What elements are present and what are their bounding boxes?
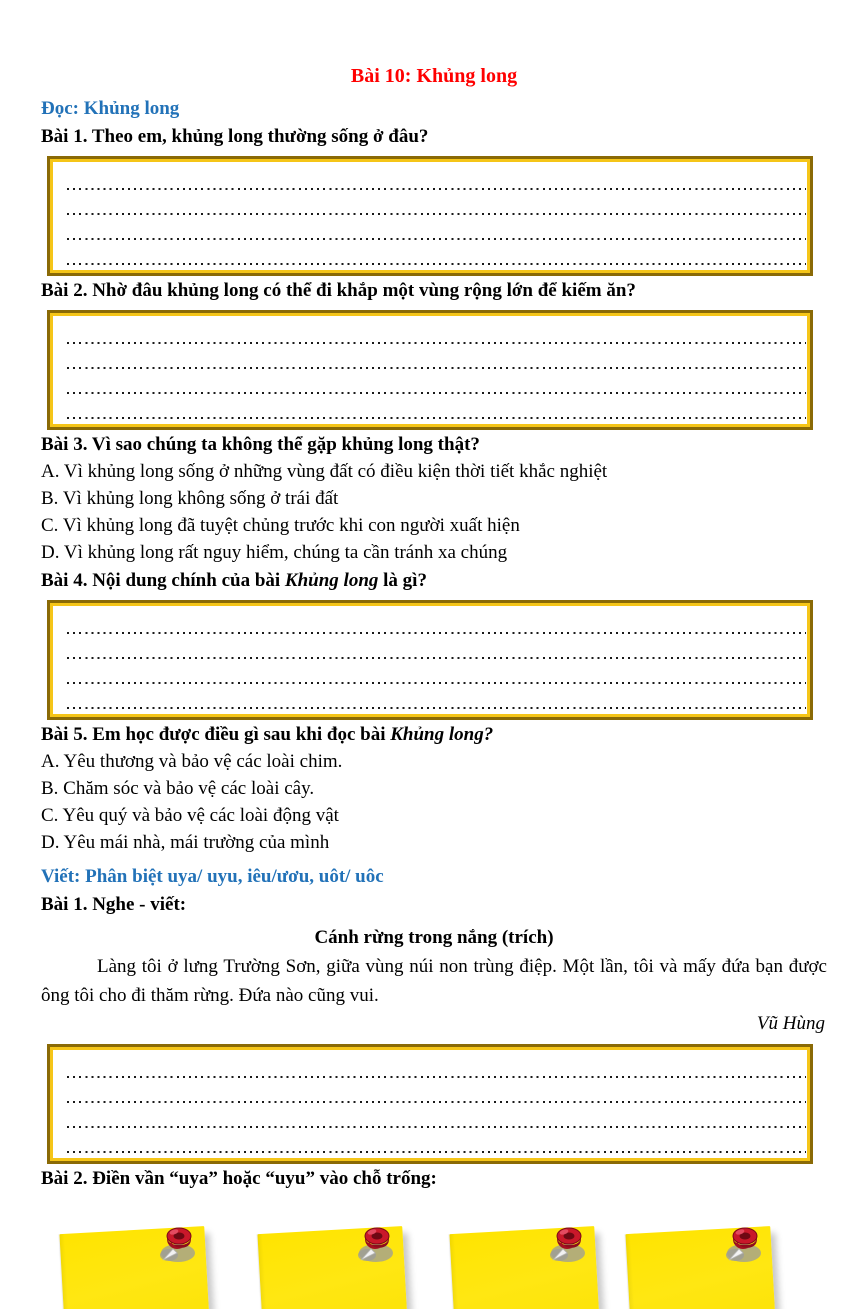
pushpin-icon bbox=[347, 1222, 399, 1272]
pushpin-icon bbox=[149, 1222, 201, 1272]
answer-box-inner bbox=[50, 159, 810, 273]
worksheet-content bbox=[41, 0, 827, 1309]
answer-line[interactable] bbox=[58, 690, 802, 715]
question-3-choice-b[interactable]: B. Vì khủng long không sống ở trái đất bbox=[41, 488, 339, 509]
sticky-note-1[interactable] bbox=[63, 1222, 215, 1309]
sticky-note-3[interactable] bbox=[453, 1222, 605, 1309]
writing-section-heading: Viết: Phân biệt uya/ uyu, iêu/ươu, uôt/ uôc bbox=[41, 866, 384, 887]
excerpt-author: Vũ Hùng bbox=[756, 1013, 825, 1034]
answer-box-question-1[interactable] bbox=[47, 156, 813, 276]
answer-box-inner bbox=[50, 313, 810, 427]
answer-box-question-4[interactable] bbox=[47, 600, 813, 720]
answer-line[interactable] bbox=[58, 1109, 802, 1134]
question-2-prompt: Bài 2. Nhờ đâu khủng long có thể đi khắp một vùng rộng lớn để kiếm ăn? bbox=[41, 280, 636, 301]
question-3-prompt: Bài 3. Vì sao chúng ta không thể gặp khủng long thật? bbox=[41, 434, 480, 455]
answer-line[interactable] bbox=[58, 615, 802, 640]
sticky-notes-row bbox=[41, 1204, 827, 1309]
answer-box-question-2[interactable] bbox=[47, 310, 813, 430]
question-3-choice-d[interactable]: D. Vì khủng long rất nguy hiểm, chúng ta cần tránh xa chúng bbox=[41, 542, 508, 563]
answer-line[interactable] bbox=[58, 1084, 802, 1109]
question-5-choice-c[interactable]: C. Yêu quý và bảo vệ các loài động vật bbox=[41, 805, 339, 826]
sticky-note-4[interactable] bbox=[629, 1222, 781, 1309]
question-5-choice-b[interactable]: B. Chăm sóc và bảo vệ các loài cây. bbox=[41, 778, 315, 799]
answer-line[interactable] bbox=[58, 1059, 802, 1084]
question-1-prompt: Bài 1. Theo em, khủng long thường sống ở đâu? bbox=[41, 126, 429, 147]
question-5-choice-d[interactable]: D. Yêu mái nhà, mái trường của mình bbox=[41, 832, 330, 853]
question-5-prompt bbox=[41, 722, 827, 748]
question-5-prompt-before: Bài 5. Em học được điều gì sau khi đọc bài bbox=[41, 724, 391, 745]
answer-line[interactable] bbox=[58, 350, 802, 375]
answer-box-dictation[interactable] bbox=[47, 1044, 813, 1164]
writing-question-1-prompt: Bài 1. Nghe - viết: bbox=[41, 894, 187, 915]
excerpt-title: Cánh rừng trong nắng (trích) bbox=[314, 927, 554, 948]
pushpin-icon bbox=[715, 1222, 767, 1272]
answer-line[interactable] bbox=[58, 221, 802, 246]
question-3-choice-c[interactable]: C. Vì khủng long đã tuyệt chủng trước khi con người xuất hiện bbox=[41, 515, 520, 536]
answer-line[interactable] bbox=[58, 640, 802, 665]
question-4-prompt-title: Khủng long bbox=[284, 570, 379, 591]
excerpt-body: Làng tôi ở lưng Trường Sơn, giữa vùng núi non trùng điệp. Một lần, tôi và mấy đứa bạn được ông tôi cho đi thăm rừng. Đứa nào cũng vui. bbox=[41, 956, 827, 1006]
answer-line[interactable] bbox=[58, 325, 802, 350]
question-4-prompt-before: Bài 4. Nội dung chính của bài bbox=[41, 570, 285, 591]
question-3-choice-a[interactable]: A. Vì khủng long sống ở những vùng đất có điều kiện thời tiết khắc nghiệt bbox=[41, 461, 608, 482]
answer-line[interactable] bbox=[58, 246, 802, 271]
answer-line[interactable] bbox=[58, 171, 802, 196]
sticky-note-2[interactable] bbox=[261, 1222, 413, 1309]
answer-box-inner bbox=[50, 603, 810, 717]
pushpin-icon bbox=[539, 1222, 591, 1272]
question-4-prompt-after: là gì? bbox=[378, 570, 427, 591]
answer-line[interactable] bbox=[58, 375, 802, 400]
writing-question-2-prompt: Bài 2. Điền vần “uya” hoặc “uyu” vào chỗ trống: bbox=[41, 1168, 437, 1189]
reading-section-heading: Đọc: Khủng long bbox=[41, 98, 180, 119]
question-4-prompt bbox=[41, 568, 827, 594]
answer-line[interactable] bbox=[58, 400, 802, 425]
question-5-prompt-title: Khủng long? bbox=[390, 724, 494, 745]
page-title: Bài 10: Khủng long bbox=[350, 65, 518, 87]
answer-box-inner bbox=[50, 1047, 810, 1161]
question-5-choice-a[interactable]: A. Yêu thương và bảo vệ các loài chim. bbox=[41, 751, 343, 772]
answer-line[interactable] bbox=[58, 1134, 802, 1159]
answer-line[interactable] bbox=[58, 665, 802, 690]
answer-line[interactable] bbox=[58, 196, 802, 221]
